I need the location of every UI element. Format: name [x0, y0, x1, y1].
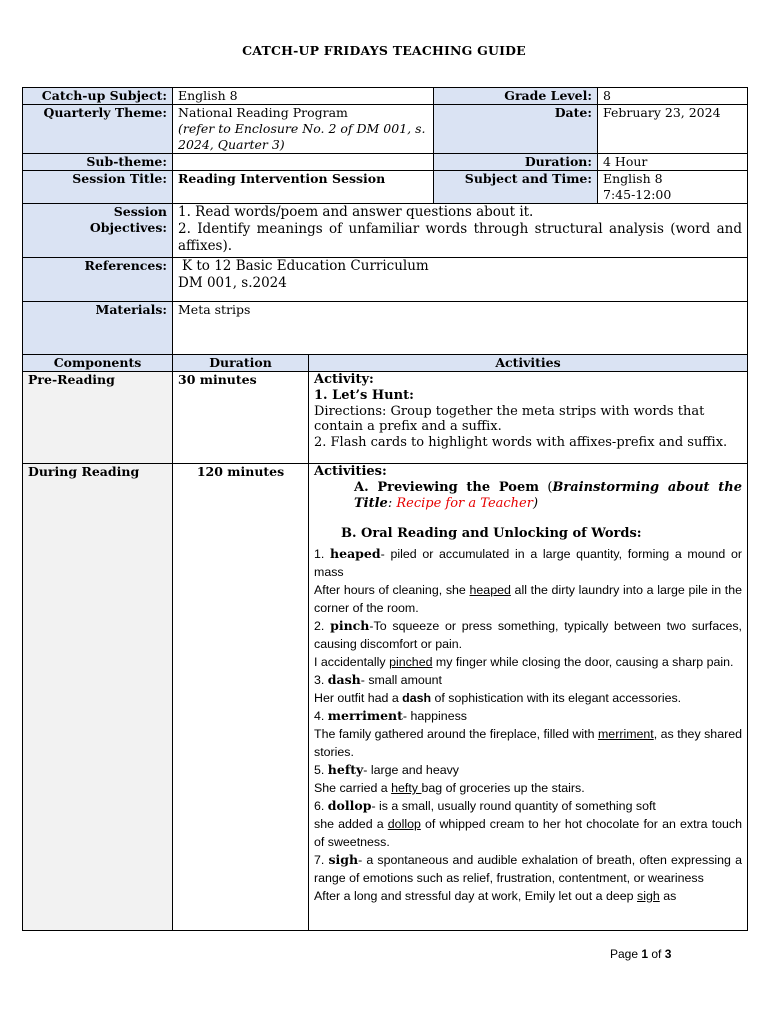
vocab-meaning: - is a small, usually round quantity of something soft: [371, 799, 656, 813]
document-title: CATCH-UP FRIDAYS TEACHING GUIDE: [242, 43, 526, 58]
during-reading-duration: 120 minutes: [173, 464, 309, 931]
example-before: After hours of cleaning, she: [314, 583, 470, 597]
vocab-definition: [314, 671, 742, 689]
example-word: heaped: [469, 583, 511, 597]
theme-value: National Reading Program: [178, 105, 348, 120]
vocab-word: merriment: [327, 708, 403, 723]
vocab-word: heaped: [330, 546, 381, 561]
session-value: Reading Intervention Session: [173, 171, 434, 204]
example-word: merriment: [597, 727, 654, 741]
example-after: my finger while closing the door, causing a sharp pain.: [432, 655, 734, 669]
objectives-cell: [173, 204, 748, 258]
example-word: sigh: [637, 889, 660, 903]
section-a-paren-open: (: [547, 480, 553, 495]
vocab-number: 1.: [314, 547, 331, 561]
vocab-definition: [314, 851, 742, 887]
vocab-meaning: - small amount: [360, 673, 443, 687]
header-activities: Activities: [309, 355, 748, 372]
pre-reading-component: Pre-Reading: [23, 372, 173, 464]
footer-page-num: 1: [641, 947, 649, 961]
vocab-item: [314, 797, 742, 851]
section-a-colon: :: [387, 496, 397, 511]
during-activities-label: Activities:: [314, 464, 387, 479]
duration-label: Duration:: [434, 154, 598, 171]
header-components: Components: [23, 355, 173, 372]
vocab-number: 2.: [314, 619, 331, 633]
footer-page-word: Page: [610, 947, 642, 961]
vocab-definition: [314, 797, 742, 815]
vocab-definition: [314, 545, 742, 581]
references-label: References:: [23, 258, 173, 302]
vocab-word: sigh: [328, 852, 359, 867]
vocab-number: 3.: [314, 673, 328, 687]
subject-time-line2: 7:45-12:00: [603, 187, 672, 202]
example-after: bag of groceries up the stairs.: [421, 781, 585, 795]
objectives-label: [23, 204, 173, 258]
vocab-definition: [314, 707, 742, 725]
vocab-item: [314, 761, 742, 797]
subject-label: Catch-up Subject:: [23, 88, 173, 105]
subtheme-label: Sub-theme:: [23, 154, 173, 171]
components-table: [22, 354, 748, 931]
vocab-number: 6.: [314, 799, 328, 813]
objective-2: 2. Identify meanings of unfamiliar words through structural analysis (word and affixes).: [178, 221, 742, 254]
vocab-item: [314, 707, 742, 761]
footer-page-total: 3: [664, 947, 672, 961]
info-table: [22, 87, 748, 358]
poem-title: Recipe for a Teacher: [396, 496, 533, 511]
section-a-brainstorm: Brainstorming about the Title: [354, 480, 742, 511]
section-a-title: A. Previewing the Poem: [354, 480, 539, 495]
duration-value: 4 Hour: [598, 154, 748, 171]
grade-label: Grade Level:: [434, 88, 598, 105]
subtheme-value: [173, 154, 434, 171]
vocab-word: pinch: [330, 618, 370, 633]
objectives-label-line1: Session: [113, 204, 167, 219]
example-word: pinched: [389, 655, 433, 669]
vocab-item: [314, 617, 742, 671]
vocab-definition: [314, 617, 742, 653]
example-after: of whipped cream to her hot chocolate for an extra touch of sweetness.: [314, 817, 743, 849]
references-cell: [173, 258, 748, 302]
vocab-meaning: - large and heavy: [363, 763, 459, 777]
vocab-number: 7.: [314, 853, 329, 867]
vocab-example: [314, 725, 742, 761]
grade-value: 8: [598, 88, 748, 105]
example-before: After a long and stressful day at work, Emily let out a deep: [314, 889, 638, 903]
vocab-example: [314, 689, 742, 707]
vocab-example: [314, 653, 742, 671]
theme-cell: [173, 105, 434, 154]
vocab-meaning: -To squeeze or press something, typically between two surfaces, causing discomfort or pain.: [314, 619, 742, 651]
vocab-example: [314, 815, 742, 851]
section-b-title: B. Oral Reading and Unlocking of Words:: [341, 526, 642, 541]
subject-time-cell: [598, 171, 748, 204]
vocab-example: [314, 887, 742, 905]
example-before: The family gathered around the fireplace, filled with: [314, 727, 598, 741]
section-a-paren-close: ): [532, 496, 539, 511]
vocab-meaning: - a spontaneous and audible exhalation of breath, often expressing a range of emotions such as relief, frustration, contentment, or weariness: [314, 853, 742, 885]
session-label: Session Title:: [23, 171, 173, 204]
example-after: all the dirty laundry into a large pile in the corner of the room.: [314, 583, 742, 615]
pre-reading-item-2: 2. Flash cards to highlight words with affixes-prefix and suffix.: [314, 435, 728, 451]
example-before: Her outfit had a: [314, 691, 403, 705]
vocab-item: [314, 851, 742, 905]
pre-reading-directions: Directions: Group together the meta strips with words that contain a prefix and a suffix.: [314, 403, 705, 435]
example-after: as: [659, 889, 677, 903]
example-word: dash: [402, 691, 432, 705]
materials-label: Materials:: [23, 302, 173, 358]
objective-1: 1. Read words/poem and answer questions about it.: [178, 204, 534, 220]
subject-time-line1: English 8: [603, 171, 663, 186]
reference-1: K to 12 Basic Education Curriculum: [182, 258, 429, 274]
during-reading-activities: [309, 464, 748, 931]
example-before: I accidentally: [314, 655, 390, 669]
vocab-example: [314, 779, 742, 797]
vocab-item: [314, 671, 742, 707]
theme-label: Quarterly Theme:: [23, 105, 173, 154]
vocab-meaning: - piled or accumulated in a large quantity, forming a mound or mass: [314, 547, 743, 579]
word-list: [314, 545, 742, 905]
example-after: , as they shared stories.: [314, 727, 742, 759]
example-before: she added a: [314, 817, 388, 831]
reference-2: DM 001, s.2024: [178, 275, 287, 291]
vocab-word: dash: [327, 672, 361, 687]
vocab-example: [314, 581, 742, 617]
pre-reading-duration: 30 minutes: [173, 372, 309, 464]
footer-of-word: of: [648, 947, 665, 961]
vocab-meaning: - happiness: [402, 709, 467, 723]
materials-value: Meta strips: [173, 302, 748, 358]
vocab-item: [314, 545, 742, 617]
vocab-definition: [314, 761, 742, 779]
vocab-number: 5.: [314, 763, 328, 777]
vocab-number: 4.: [314, 709, 328, 723]
during-reading-component: During Reading: [23, 464, 173, 931]
pre-reading-activity-label: Activity:: [314, 372, 374, 387]
page-footer: [610, 947, 671, 961]
date-label: Date:: [434, 105, 598, 154]
example-before: She carried a: [314, 781, 392, 795]
example-after: of sophistication with its elegant accessories.: [431, 691, 682, 705]
example-word: dollop: [387, 817, 421, 831]
theme-note: (refer to Enclosure No. 2 of DM 001, s. 2024, Quarter 3): [178, 121, 426, 152]
header-duration: Duration: [173, 355, 309, 372]
example-word: hefty: [391, 781, 422, 795]
subject-value: English 8: [173, 88, 434, 105]
subject-time-label: Subject and Time:: [434, 171, 598, 204]
date-value: February 23, 2024: [598, 105, 748, 154]
pre-reading-activity-title: 1. Let’s Hunt:: [314, 387, 414, 403]
vocab-word: dollop: [327, 798, 372, 813]
pre-reading-activities: [309, 372, 748, 464]
section-a: [314, 480, 742, 512]
objectives-label-line2: Objectives:: [89, 220, 167, 235]
vocab-word: hefty: [327, 762, 364, 777]
